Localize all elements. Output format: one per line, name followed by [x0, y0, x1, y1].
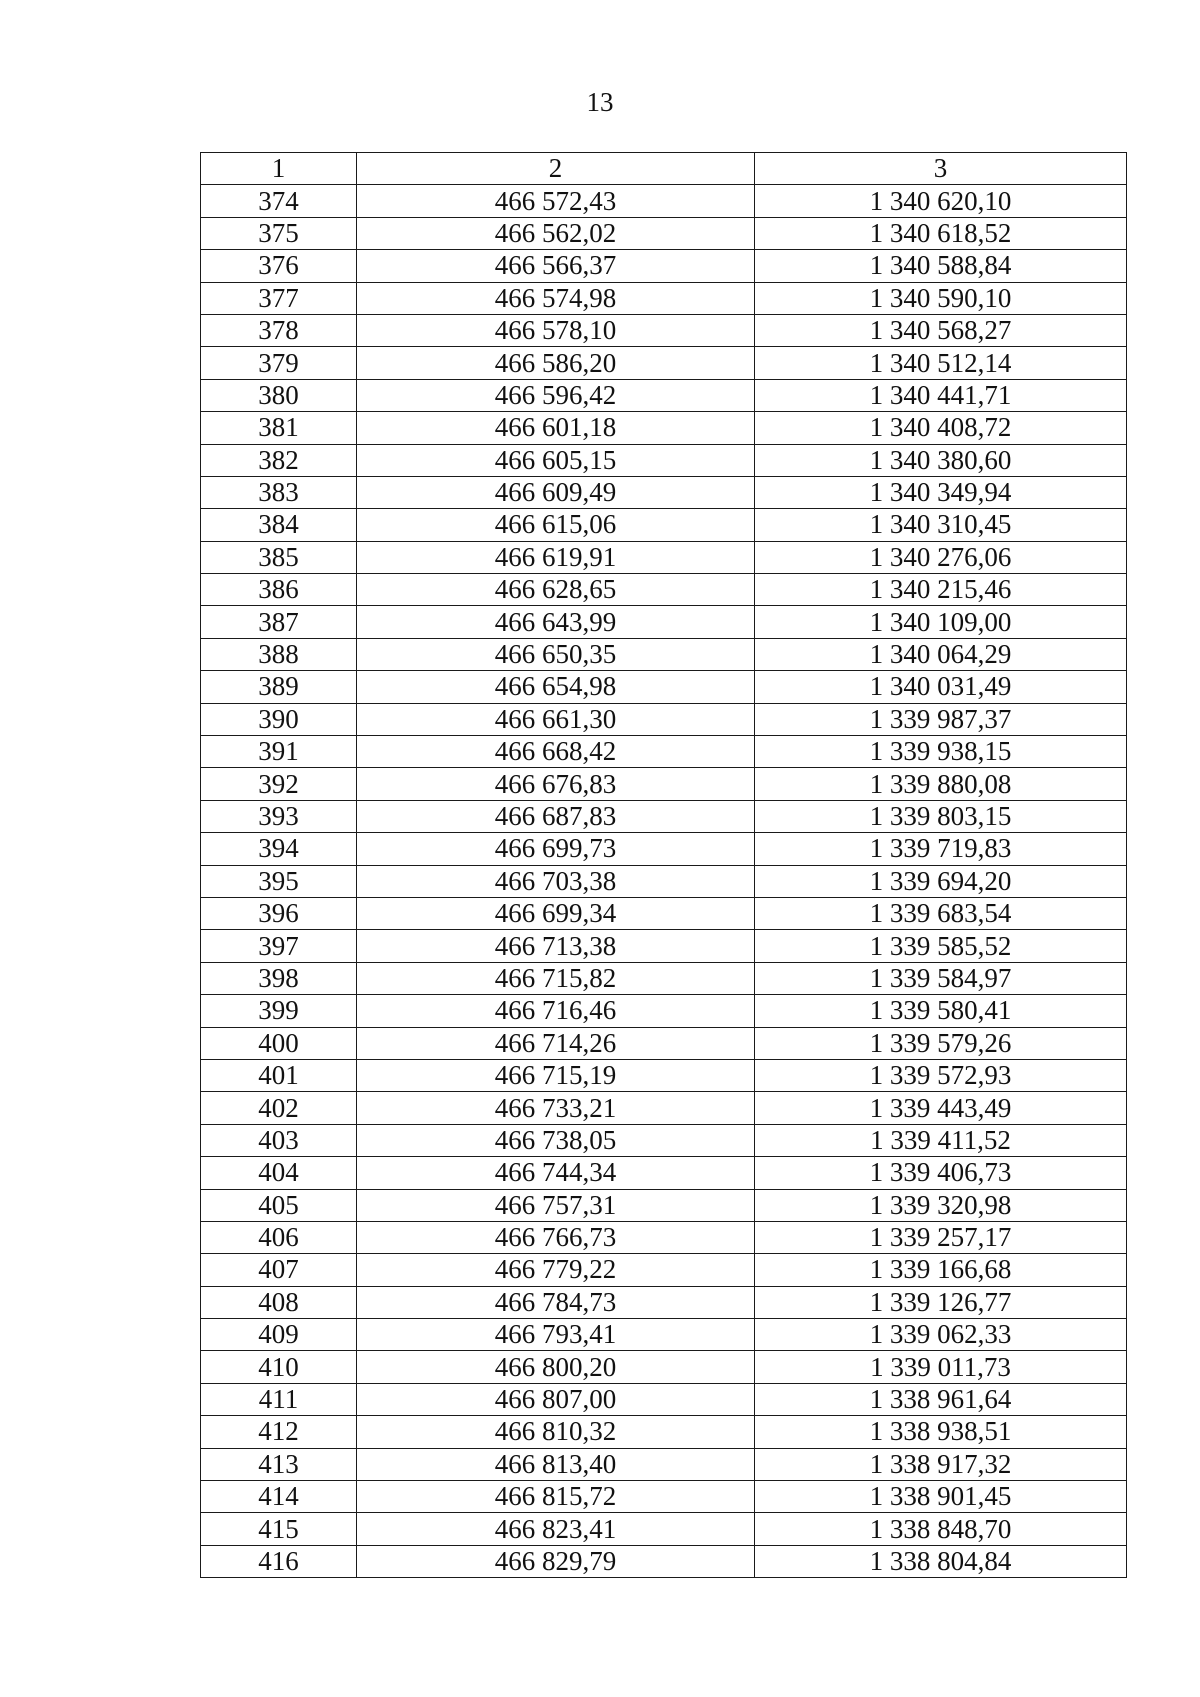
x-coordinate-cell: 466 615,06 — [357, 509, 755, 541]
x-coordinate-cell: 466 687,83 — [357, 800, 755, 832]
table-row — [201, 1124, 1127, 1156]
y-coordinate-cell: 1 339 443,49 — [755, 1092, 1127, 1124]
point-number-cell: 399 — [201, 995, 357, 1027]
y-coordinate-cell: 1 339 126,77 — [755, 1286, 1127, 1318]
x-coordinate-cell: 466 601,18 — [357, 412, 755, 444]
x-coordinate-cell: 466 733,21 — [357, 1092, 755, 1124]
y-coordinate-cell: 1 339 719,83 — [755, 833, 1127, 865]
point-number-cell: 376 — [201, 250, 357, 282]
table-row — [201, 1254, 1127, 1286]
table-row — [201, 574, 1127, 606]
table-header-row — [201, 153, 1127, 185]
y-coordinate-cell: 1 339 584,97 — [755, 962, 1127, 994]
table-row — [201, 1416, 1127, 1448]
table-row — [201, 703, 1127, 735]
table-row — [201, 897, 1127, 929]
point-number-cell: 390 — [201, 703, 357, 735]
point-number-cell: 408 — [201, 1286, 357, 1318]
y-coordinate-cell: 1 339 938,15 — [755, 736, 1127, 768]
table-row — [201, 1545, 1127, 1577]
x-coordinate-cell: 466 676,83 — [357, 768, 755, 800]
table-row — [201, 444, 1127, 476]
point-number-cell: 384 — [201, 509, 357, 541]
x-coordinate-cell: 466 668,42 — [357, 736, 755, 768]
x-coordinate-cell: 466 815,72 — [357, 1481, 755, 1513]
table-row — [201, 1059, 1127, 1091]
table-row — [201, 476, 1127, 508]
point-number-cell: 411 — [201, 1383, 357, 1415]
point-number-cell: 413 — [201, 1448, 357, 1480]
point-number-cell: 391 — [201, 736, 357, 768]
coordinates-table — [200, 152, 1127, 1578]
point-number-cell: 393 — [201, 800, 357, 832]
x-coordinate-cell: 466 699,34 — [357, 897, 755, 929]
table-row — [201, 1383, 1127, 1415]
y-coordinate-cell: 1 339 062,33 — [755, 1319, 1127, 1351]
y-coordinate-cell: 1 339 880,08 — [755, 768, 1127, 800]
y-coordinate-cell: 1 340 512,14 — [755, 347, 1127, 379]
point-number-cell: 382 — [201, 444, 357, 476]
y-coordinate-cell: 1 340 408,72 — [755, 412, 1127, 444]
point-number-cell: 388 — [201, 638, 357, 670]
table-row — [201, 1481, 1127, 1513]
page-number: 13 — [586, 87, 614, 117]
x-coordinate-cell: 466 793,41 — [357, 1319, 755, 1351]
y-coordinate-cell: 1 340 380,60 — [755, 444, 1127, 476]
point-number-cell: 414 — [201, 1481, 357, 1513]
x-coordinate-cell: 466 578,10 — [357, 314, 755, 346]
x-coordinate-cell: 466 643,99 — [357, 606, 755, 638]
point-number-cell: 404 — [201, 1157, 357, 1189]
point-number-cell: 387 — [201, 606, 357, 638]
table-row — [201, 412, 1127, 444]
x-coordinate-cell: 466 562,02 — [357, 217, 755, 249]
table-row — [201, 250, 1127, 282]
x-coordinate-cell: 466 738,05 — [357, 1124, 755, 1156]
point-number-cell: 406 — [201, 1221, 357, 1253]
point-number-cell: 412 — [201, 1416, 357, 1448]
table-row — [201, 962, 1127, 994]
point-number-cell: 415 — [201, 1513, 357, 1545]
x-coordinate-cell: 466 829,79 — [357, 1545, 755, 1577]
table-row — [201, 671, 1127, 703]
table-body — [201, 185, 1127, 1578]
y-coordinate-cell: 1 338 917,32 — [755, 1448, 1127, 1480]
column-header-1: 1 — [201, 153, 357, 185]
point-number-cell: 398 — [201, 962, 357, 994]
point-number-cell: 379 — [201, 347, 357, 379]
y-coordinate-cell: 1 339 579,26 — [755, 1027, 1127, 1059]
point-number-cell: 383 — [201, 476, 357, 508]
column-header-3: 3 — [755, 153, 1127, 185]
x-coordinate-cell: 466 713,38 — [357, 930, 755, 962]
point-number-cell: 396 — [201, 897, 357, 929]
y-coordinate-cell: 1 340 276,06 — [755, 541, 1127, 573]
x-coordinate-cell: 466 628,65 — [357, 574, 755, 606]
table-row — [201, 865, 1127, 897]
table-row — [201, 1092, 1127, 1124]
table-row — [201, 347, 1127, 379]
point-number-cell: 394 — [201, 833, 357, 865]
point-number-cell: 403 — [201, 1124, 357, 1156]
y-coordinate-cell: 1 339 683,54 — [755, 897, 1127, 929]
x-coordinate-cell: 466 661,30 — [357, 703, 755, 735]
point-number-cell: 401 — [201, 1059, 357, 1091]
table-row — [201, 606, 1127, 638]
x-coordinate-cell: 466 619,91 — [357, 541, 755, 573]
y-coordinate-cell: 1 340 441,71 — [755, 379, 1127, 411]
y-coordinate-cell: 1 339 406,73 — [755, 1157, 1127, 1189]
x-coordinate-cell: 466 766,73 — [357, 1221, 755, 1253]
x-coordinate-cell: 466 800,20 — [357, 1351, 755, 1383]
x-coordinate-cell: 466 699,73 — [357, 833, 755, 865]
point-number-cell: 416 — [201, 1545, 357, 1577]
x-coordinate-cell: 466 716,46 — [357, 995, 755, 1027]
y-coordinate-cell: 1 340 031,49 — [755, 671, 1127, 703]
table-row — [201, 314, 1127, 346]
table-row — [201, 1189, 1127, 1221]
x-coordinate-cell: 466 715,82 — [357, 962, 755, 994]
point-number-cell: 389 — [201, 671, 357, 703]
y-coordinate-cell: 1 339 011,73 — [755, 1351, 1127, 1383]
y-coordinate-cell: 1 340 215,46 — [755, 574, 1127, 606]
point-number-cell: 405 — [201, 1189, 357, 1221]
point-number-cell: 374 — [201, 185, 357, 217]
table-row — [201, 1351, 1127, 1383]
point-number-cell: 381 — [201, 412, 357, 444]
y-coordinate-cell: 1 339 987,37 — [755, 703, 1127, 735]
x-coordinate-cell: 466 703,38 — [357, 865, 755, 897]
y-coordinate-cell: 1 338 961,64 — [755, 1383, 1127, 1415]
point-number-cell: 400 — [201, 1027, 357, 1059]
x-coordinate-cell: 466 574,98 — [357, 282, 755, 314]
x-coordinate-cell: 466 586,20 — [357, 347, 755, 379]
y-coordinate-cell: 1 339 585,52 — [755, 930, 1127, 962]
table-row — [201, 1027, 1127, 1059]
table-row — [201, 282, 1127, 314]
x-coordinate-cell: 466 784,73 — [357, 1286, 755, 1318]
x-coordinate-cell: 466 572,43 — [357, 185, 755, 217]
y-coordinate-cell: 1 338 848,70 — [755, 1513, 1127, 1545]
y-coordinate-cell: 1 338 804,84 — [755, 1545, 1127, 1577]
point-number-cell: 377 — [201, 282, 357, 314]
point-number-cell: 392 — [201, 768, 357, 800]
point-number-cell: 385 — [201, 541, 357, 573]
point-number-cell: 395 — [201, 865, 357, 897]
point-number-cell: 397 — [201, 930, 357, 962]
x-coordinate-cell: 466 596,42 — [357, 379, 755, 411]
x-coordinate-cell: 466 757,31 — [357, 1189, 755, 1221]
x-coordinate-cell: 466 807,00 — [357, 1383, 755, 1415]
point-number-cell: 386 — [201, 574, 357, 606]
x-coordinate-cell: 466 744,34 — [357, 1157, 755, 1189]
y-coordinate-cell: 1 339 572,93 — [755, 1059, 1127, 1091]
table-row — [201, 509, 1127, 541]
point-number-cell: 410 — [201, 1351, 357, 1383]
point-number-cell: 378 — [201, 314, 357, 346]
point-number-cell: 380 — [201, 379, 357, 411]
column-header-2: 2 — [357, 153, 755, 185]
y-coordinate-cell: 1 340 590,10 — [755, 282, 1127, 314]
point-number-cell: 407 — [201, 1254, 357, 1286]
table-row — [201, 541, 1127, 573]
table-row — [201, 185, 1127, 217]
y-coordinate-cell: 1 339 694,20 — [755, 865, 1127, 897]
x-coordinate-cell: 466 650,35 — [357, 638, 755, 670]
table-row — [201, 768, 1127, 800]
x-coordinate-cell: 466 654,98 — [357, 671, 755, 703]
point-number-cell: 375 — [201, 217, 357, 249]
x-coordinate-cell: 466 605,15 — [357, 444, 755, 476]
y-coordinate-cell: 1 340 310,45 — [755, 509, 1127, 541]
table-row — [201, 995, 1127, 1027]
table-row — [201, 833, 1127, 865]
x-coordinate-cell: 466 779,22 — [357, 1254, 755, 1286]
table-row — [201, 217, 1127, 249]
table-row — [201, 379, 1127, 411]
x-coordinate-cell: 466 566,37 — [357, 250, 755, 282]
y-coordinate-cell: 1 338 938,51 — [755, 1416, 1127, 1448]
table-row — [201, 736, 1127, 768]
y-coordinate-cell: 1 339 166,68 — [755, 1254, 1127, 1286]
y-coordinate-cell: 1 339 320,98 — [755, 1189, 1127, 1221]
table-row — [201, 638, 1127, 670]
y-coordinate-cell: 1 340 588,84 — [755, 250, 1127, 282]
point-number-cell: 409 — [201, 1319, 357, 1351]
table-row — [201, 1221, 1127, 1253]
table-row — [201, 1319, 1127, 1351]
y-coordinate-cell: 1 338 901,45 — [755, 1481, 1127, 1513]
x-coordinate-cell: 466 813,40 — [357, 1448, 755, 1480]
table-row — [201, 1513, 1127, 1545]
x-coordinate-cell: 466 609,49 — [357, 476, 755, 508]
y-coordinate-cell: 1 340 349,94 — [755, 476, 1127, 508]
table-row — [201, 1286, 1127, 1318]
y-coordinate-cell: 1 340 109,00 — [755, 606, 1127, 638]
y-coordinate-cell: 1 339 411,52 — [755, 1124, 1127, 1156]
y-coordinate-cell: 1 340 618,52 — [755, 217, 1127, 249]
x-coordinate-cell: 466 823,41 — [357, 1513, 755, 1545]
y-coordinate-cell: 1 340 620,10 — [755, 185, 1127, 217]
y-coordinate-cell: 1 339 257,17 — [755, 1221, 1127, 1253]
point-number-cell: 402 — [201, 1092, 357, 1124]
table-row — [201, 800, 1127, 832]
x-coordinate-cell: 466 810,32 — [357, 1416, 755, 1448]
y-coordinate-cell: 1 340 064,29 — [755, 638, 1127, 670]
table-row — [201, 930, 1127, 962]
y-coordinate-cell: 1 340 568,27 — [755, 314, 1127, 346]
x-coordinate-cell: 466 715,19 — [357, 1059, 755, 1091]
table-row — [201, 1157, 1127, 1189]
y-coordinate-cell: 1 339 803,15 — [755, 800, 1127, 832]
y-coordinate-cell: 1 339 580,41 — [755, 995, 1127, 1027]
table-row — [201, 1448, 1127, 1480]
x-coordinate-cell: 466 714,26 — [357, 1027, 755, 1059]
